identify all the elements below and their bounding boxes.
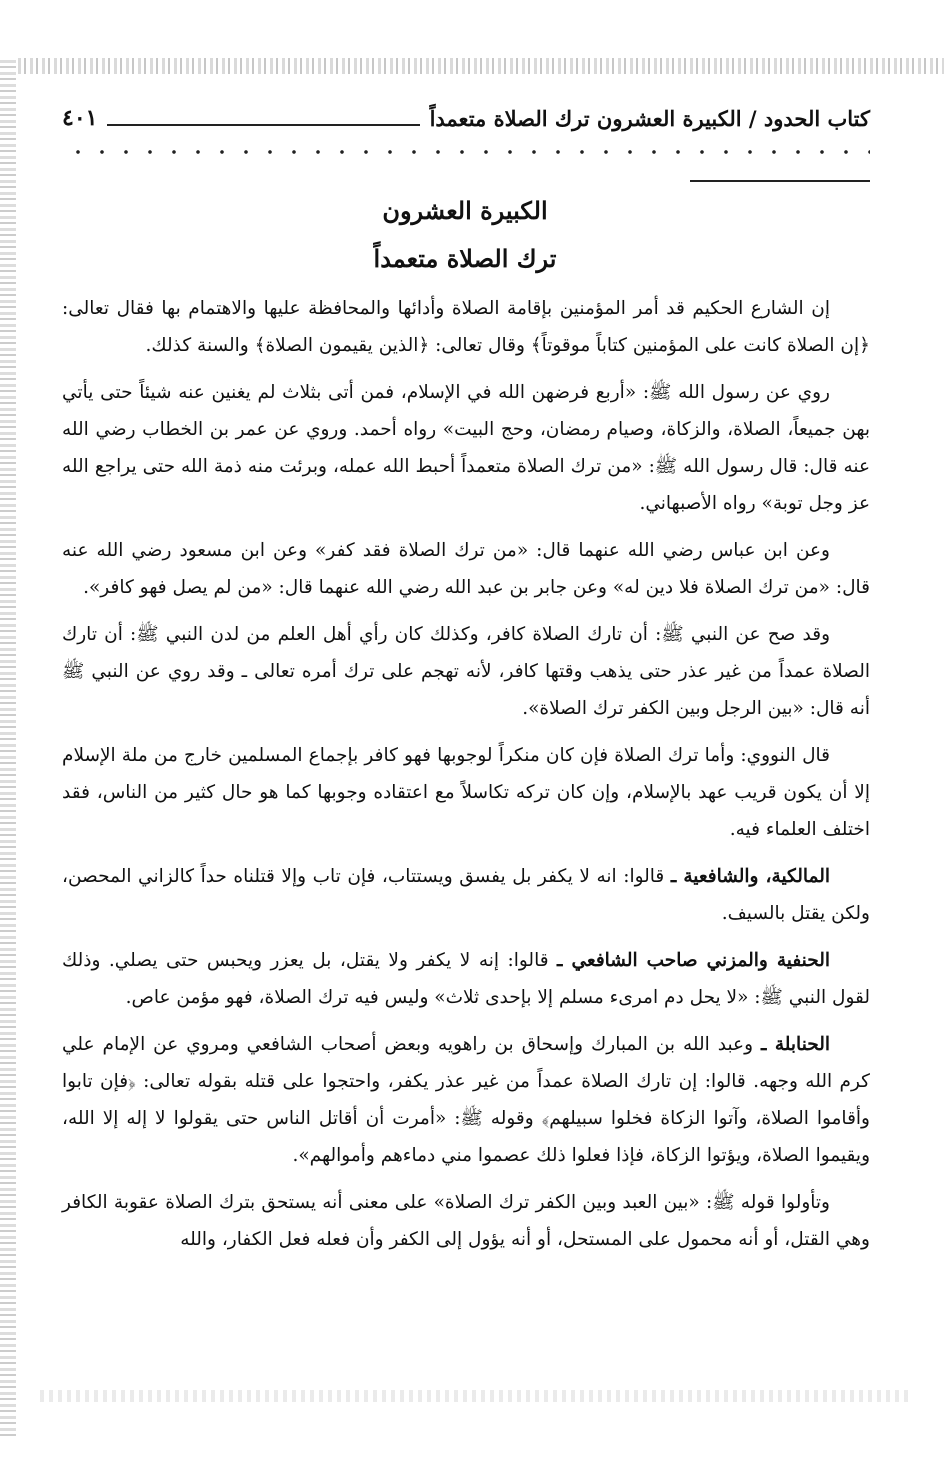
paragraph-lead: الحنفية والمزني صاحب الشافعي ـ bbox=[557, 950, 830, 971]
paragraph bbox=[62, 858, 870, 932]
paragraph: وقد صح عن النبي ﷺ: أن تارك الصلاة كافر، وكذلك كان رأي أهل العلم من لدن النبي ﷺ: أن تارك الصلاة عمداً من غير عذر حتى يذهب وقتها كافر، لأنه تهجم على ترك أمره تعالى ـ وقد روي عن النبي ﷺ أنه قال: «بين الرجل وبين الكفر ترك الصلاة». bbox=[62, 624, 870, 719]
page-body bbox=[62, 290, 870, 1268]
paragraph bbox=[62, 942, 870, 1016]
paragraph-text: وعبد الله بن المبارك وإسحاق بن راهويه وبعض أصحاب الشافعي ومروي عن الإمام علي كرم الله وجهه. قالوا: إن تارك الصلاة عمداً من غير عذر يكفر، واحتجوا على قتله بقوله تعالى: ﴿فإن تابوا وأقاموا الصلاة، وآتوا الزكاة فخلوا سبيلهم﴾ وقوله ﷺ: «أمرت أن أقاتل الناس حتى يقولوا لا إله إلا الله، ويقيموا الصلاة، ويؤتوا الزكاة، فإذا فعلوا ذلك عصموا مني دماءهم وأموالهم». bbox=[62, 1034, 870, 1166]
subject-heading: ترك الصلاة متعمداً bbox=[373, 244, 557, 273]
paragraph: إن الشارع الحكيم قد أمر المؤمنين بإقامة الصلاة وأدائها والمحافظة عليها والاهتمام بها فقال تعالى: ﴿إن الصلاة كانت على المؤمنين كتاباً موقوتاً﴾ وقال تعالى: ﴿الذين يقيمون الصلاة﴾ والسنة كذلك. bbox=[62, 298, 870, 356]
header-rule bbox=[107, 110, 419, 126]
ornamental-border-left bbox=[0, 60, 16, 1438]
short-rule bbox=[690, 180, 870, 182]
paragraph-lead: المالكية، والشافعية ـ bbox=[670, 866, 830, 887]
ornamental-border-bottom bbox=[40, 1390, 910, 1402]
paragraph-text: قالوا: انه لا يكفر بل يفسق ويستتاب، فإن تاب وإلا قتلناه حداً كالزاني المحصن، ولكن يقتل بالسيف. bbox=[62, 866, 870, 924]
paragraph-text: قالوا: إنه لا يكفر ولا يقتل، بل يعزر ويحبس حتى يصلي. وذلك لقول النبي ﷺ: «لا يحل دم امرىء مسلم إلا بإحدى ثلاث» وليس فيه ترك الصلاة، فهو مؤمن عاص. bbox=[62, 950, 870, 1008]
page-header bbox=[62, 98, 870, 138]
chapter-heading: الكبيرة العشرون bbox=[382, 196, 548, 225]
paragraph: وتأولوا قوله ﷺ: «بين العبد وبين الكفر ترك الصلاة» على معنى أنه يستحق بترك الصلاة عقوبة الكافر وهي القتل، أو أنه محمول على المستحل، أو أنه يؤول إلى الكفر وأن فعله فعل الكفار، والله bbox=[62, 1192, 870, 1250]
dotted-separator bbox=[66, 150, 870, 154]
running-title: كتاب الحدود / الكبيرة العشرون ترك الصلاة متعمداً bbox=[429, 105, 870, 131]
paragraph: وعن ابن عباس رضي الله عنهما قال: «من ترك الصلاة فقد كفر» وعن ابن مسعود رضي الله عنه قال: «من ترك الصلاة فلا دين له» وعن جابر بن عبد الله رضي الله عنهما قال: «من لم يصل فهو كافر». bbox=[62, 540, 870, 598]
ornamental-border-top bbox=[18, 58, 944, 74]
paragraph-lead: الحنابلة ـ bbox=[760, 1034, 830, 1055]
paragraph: روي عن رسول الله ﷺ: «أربع فرضهن الله في الإسلام، فمن أتى بثلاث لم يغنين عنه شيئاً حتى يأتي بهن جميعاً، الصلاة، والزكاة، وصيام رمضان، وحج البيت» رواه أحمد. وروي عن عمر بن الخطاب رضي الله عنه قال: قال رسول الله ﷺ: «من ترك الصلاة متعمداً أحبط الله عمله، وبرئت منه ذمة الله حتى يراجع الله عز وجل توبة» رواه الأصبهاني. bbox=[62, 382, 870, 514]
paragraph bbox=[62, 1026, 870, 1174]
page-number: ٤٠١ bbox=[62, 105, 98, 131]
paragraph: قال النووي: وأما ترك الصلاة فإن كان منكراً لوجوبها فهو كافر بإجماع المسلمين خارج من ملة الإسلام إلا أن يكون قريب عهد بالإسلام، وإن كان تركه تكاسلاً مع اعتقاده وجوبها كما هو حال كثير من الناس، فقد اختلف العلماء فيه. bbox=[62, 745, 870, 840]
